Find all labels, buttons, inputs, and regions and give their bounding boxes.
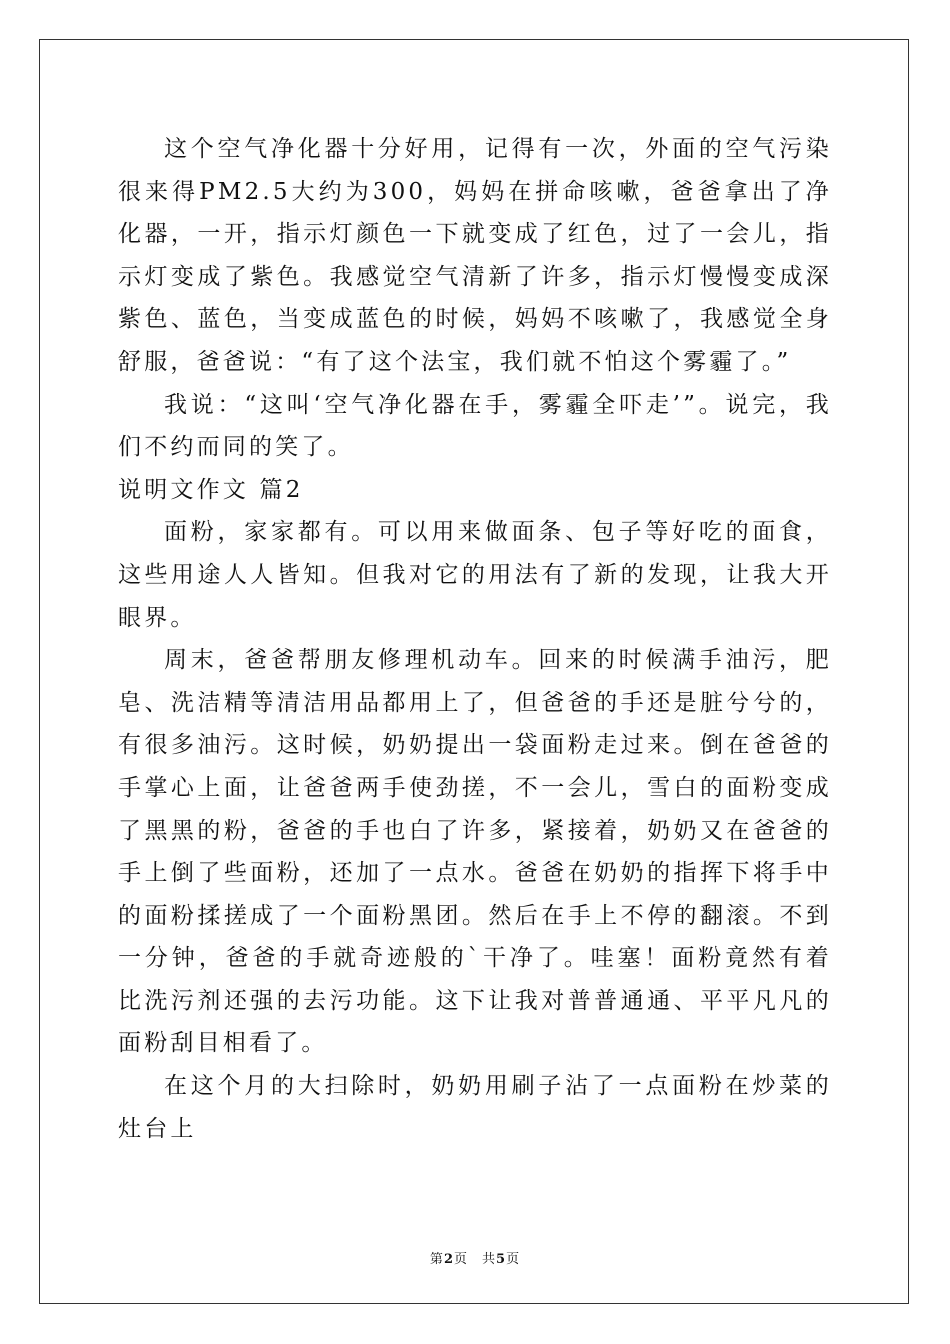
- paragraph-5: 在这个月的大扫除时，奶奶用刷子沾了一点面粉在炒菜的灶台上: [118, 1073, 832, 1142]
- document-body: [118, 128, 832, 1150]
- total-prefix: 共: [482, 1252, 497, 1267]
- section-heading: 说明文作文 篇2: [118, 476, 304, 503]
- total-pages: 5: [496, 1252, 507, 1267]
- total-suffix: 页: [506, 1252, 521, 1267]
- page-prefix: 第: [429, 1252, 444, 1267]
- paragraph-4: 周末，爸爸帮朋友修理机动车。回来的时候满手油污，肥皂、洗洁精等清洁用品都用上了，但爸爸的手还是脏兮兮的，有很多油污。这时候，奶奶提出一袋面粉走过来。倒在爸爸的手掌心上面，让爸爸两手使劲搓，不一会儿，雪白的面粉变成了黑黑的粉，爸爸的手也白了许多，紧接着，奶奶又在爸爸的手上倒了些面粉，还加了一点水。爸爸在奶奶的指挥下将手中的面粉揉搓成了一个面粉黑团。然后在手上不停的翻滚。不到一分钟，爸爸的手就奇迹般的`干净了。哇塞！面粉竟然有着比洗污剂还强的去污功能。这下让我对普普通通、平平凡凡的面粉刮目相看了。: [118, 647, 832, 1057]
- page-number: 2: [443, 1252, 454, 1267]
- paragraph-2: 我说：“这叫‘空气净化器在手，雾霾全吓走’”。说完，我们不约而同的笑了。: [118, 391, 832, 461]
- page-footer: [0, 1248, 950, 1267]
- page-suffix: 页: [453, 1252, 468, 1267]
- paragraph-3: 面粉，家家都有。可以用来做面条、包子等好吃的面食，这些用途人人皆知。但我对它的用法有了新的发现，让我大开眼界。: [118, 519, 832, 631]
- paragraph-1: 这个空气净化器十分好用，记得有一次，外面的空气污染很来得PM2.5大约为300，妈妈在拼命咳嗽，爸爸拿出了净化器，一开，指示灯颜色一下就变成了红色，过了一会儿，指示灯变成了紫色。我感觉空气清新了许多，指示灯慢慢变成深紫色、蓝色，当变成蓝色的时候，妈妈不咳嗽了，我感觉全身舒服，爸爸说：“有了这个法宝，我们就不怕这个雾霾了。”: [118, 136, 832, 375]
